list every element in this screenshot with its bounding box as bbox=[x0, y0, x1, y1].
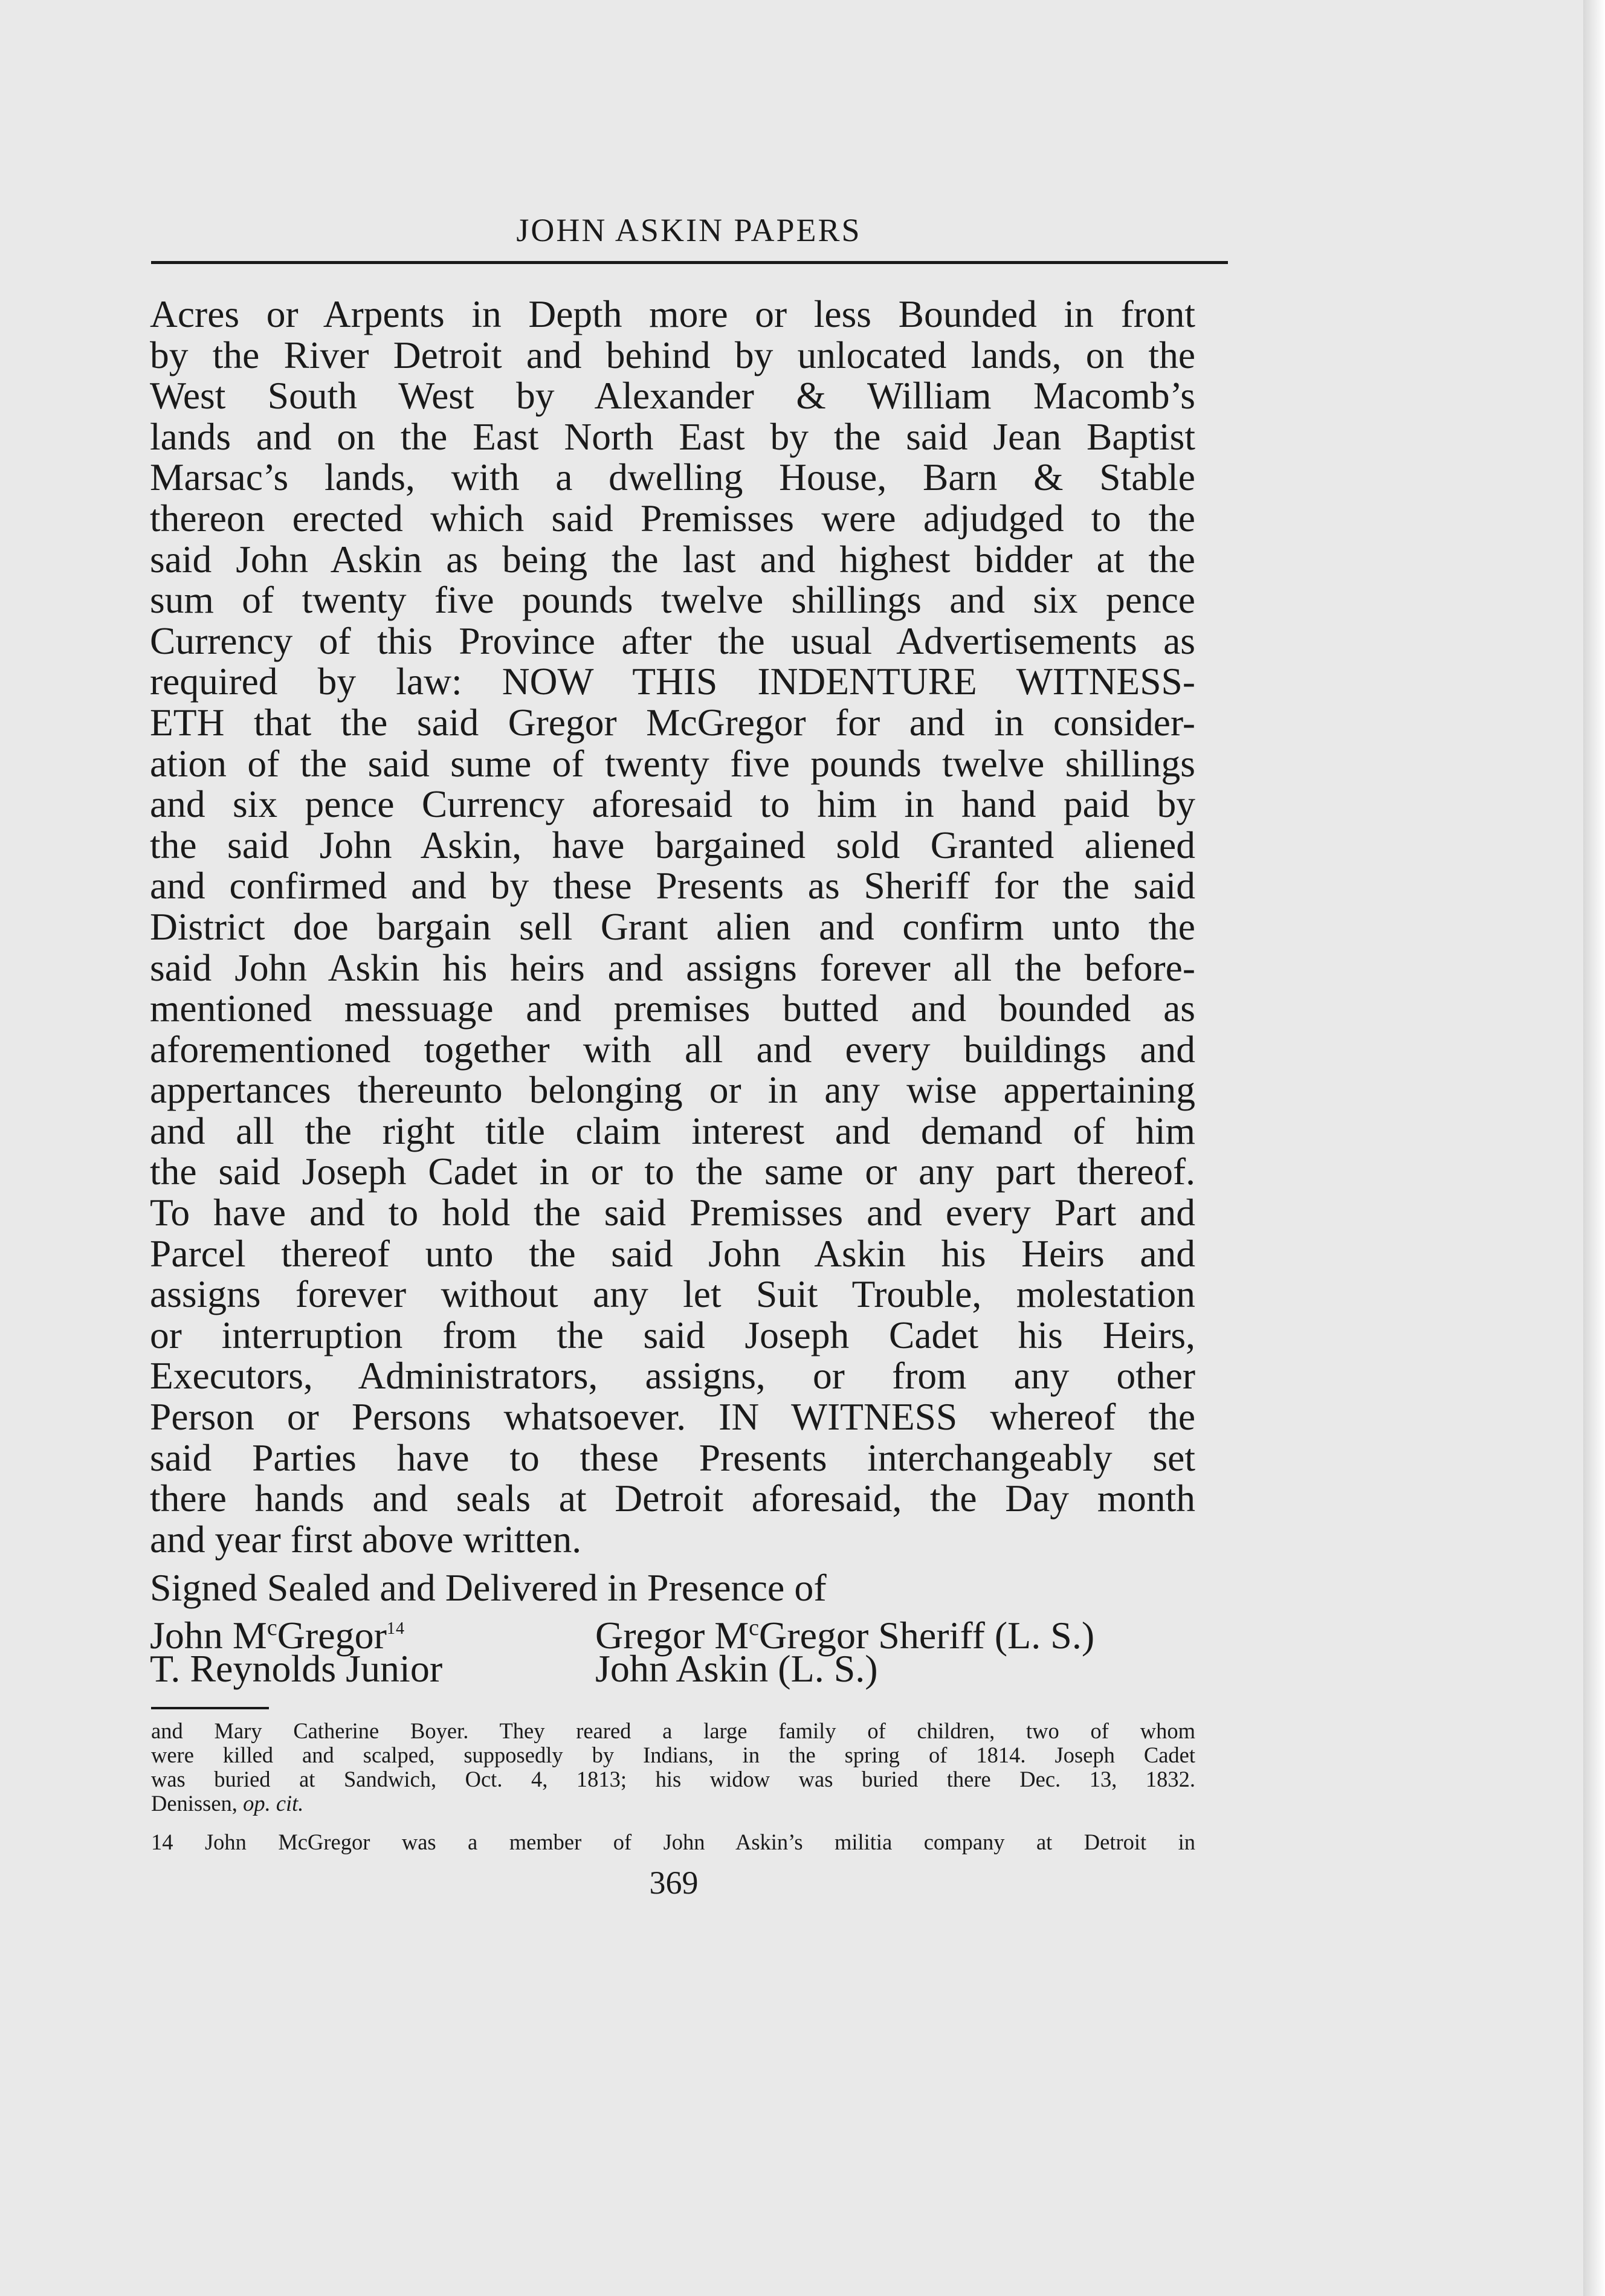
body-line: Currency of this Province after the usual Advertisements as bbox=[150, 619, 1195, 662]
footnote-citation bbox=[151, 1791, 1195, 1816]
header-rule bbox=[151, 261, 1228, 264]
body-line: assigns forever without any let Suit Trouble, molestation bbox=[150, 1272, 1195, 1316]
body-line: Parcel thereof unto the said John Askin his Heirs and bbox=[150, 1231, 1195, 1275]
body-line: said Parties have to these Presents interchangeably set bbox=[150, 1436, 1195, 1479]
party-2: John Askin (L. S.) bbox=[595, 1647, 878, 1690]
body-line: and all the right title claim interest and demand of him bbox=[150, 1109, 1195, 1152]
witness-2: T. Reynolds Junior bbox=[150, 1647, 443, 1690]
body-line: or interruption from the said Joseph Cadet his Heirs, bbox=[150, 1313, 1195, 1356]
footnote-ref-14: 14 bbox=[386, 1619, 405, 1638]
superscript-c: c bbox=[749, 1615, 760, 1640]
body-line: by the River Detroit and behind by unlocated lands, on the bbox=[150, 333, 1195, 376]
body-line: the said John Askin, have bargained sold Granted aliened bbox=[150, 823, 1195, 866]
footnote-rule bbox=[151, 1707, 269, 1709]
body-line: Executors, Administrators, assigns, or from any other bbox=[150, 1354, 1195, 1398]
body-line: West South West by Alexander & William Macomb’s bbox=[150, 374, 1195, 418]
body-line: ETH that the said Gregor McGregor for and in consider- bbox=[150, 700, 1195, 744]
body-line: and confirmed and by these Presents as Sheriff for the said bbox=[150, 864, 1195, 908]
body-line: aforementioned together with all and every buildings and bbox=[150, 1027, 1195, 1071]
witness-1-name: John M bbox=[150, 1614, 267, 1657]
body-text bbox=[150, 294, 1195, 1559]
citation-op-cit: op. cit. bbox=[243, 1791, 304, 1816]
body-line: District doe bargain sell Grant alien and confirm unto the bbox=[150, 905, 1195, 948]
running-header: JOHN ASKIN PAPERS bbox=[516, 212, 862, 248]
body-line: there hands and seals at Detroit aforesaid, the Day month bbox=[150, 1477, 1195, 1520]
body-line: said John Askin his heirs and assigns forever all the before- bbox=[150, 946, 1195, 989]
footnote-line: was buried at Sandwich, Oct. 4, 1813; his widow was buried there Dec. 13, 1832. bbox=[151, 1767, 1195, 1791]
footnote-line: were killed and scalped, supposedly by Indians, in the spring of 1814. Joseph Cadet bbox=[151, 1743, 1195, 1767]
footnotes bbox=[151, 1719, 1195, 1854]
signing-intro: Signed Sealed and Delivered in Presence of bbox=[150, 1566, 827, 1609]
party-1-title: Gregor Sheriff (L. S.) bbox=[759, 1614, 1095, 1657]
body-line: thereon erected which said Premisses were adjudged to the bbox=[150, 496, 1195, 540]
body-line: Acres or Arpents in Depth more or less Bounded in front bbox=[150, 292, 1195, 335]
superscript-c: c bbox=[266, 1615, 277, 1640]
footnote-line: and Mary Catherine Boyer. They reared a large family of children, two of whom bbox=[151, 1718, 1195, 1743]
body-line: Person or Persons whatsoever. IN WITNESS whereof the bbox=[150, 1395, 1195, 1439]
body-line: lands and on the East North East by the said Jean Baptist bbox=[150, 414, 1195, 458]
body-line: ation of the said sume of twenty five pounds twelve shillings bbox=[150, 741, 1195, 785]
page-edge bbox=[1583, 0, 1605, 2296]
party-1-name: Gregor M bbox=[595, 1614, 749, 1657]
body-line: required by law: NOW THIS INDENTURE WITNESS- bbox=[150, 660, 1195, 703]
witness-1-surname: Gregor bbox=[277, 1614, 387, 1657]
body-line: Marsac’s lands, with a dwelling House, Barn & Stable bbox=[150, 456, 1195, 499]
body-line: and year first above written. bbox=[150, 1517, 582, 1561]
body-line: the said Joseph Cadet in or to the same or any part thereof. bbox=[150, 1150, 1195, 1193]
body-line: appertances thereunto belonging or in any wise appertaining bbox=[150, 1068, 1195, 1112]
body-line: mentioned messuage and premises butted and bounded as bbox=[150, 987, 1195, 1030]
citation-author: Denissen, bbox=[151, 1791, 244, 1816]
body-line: said John Askin as being the last and highest bidder at the bbox=[150, 537, 1195, 581]
body-line: To have and to hold the said Premisses and every Part and bbox=[150, 1191, 1195, 1234]
footnote-14: 14 John McGregor was a member of John Askin’s militia company at Detroit in bbox=[151, 1830, 1195, 1854]
body-line: and six pence Currency aforesaid to him in hand paid by bbox=[150, 782, 1195, 826]
body-line: sum of twenty five pounds twelve shillings and six pence bbox=[150, 578, 1195, 622]
page-number: 369 bbox=[649, 1865, 699, 1901]
